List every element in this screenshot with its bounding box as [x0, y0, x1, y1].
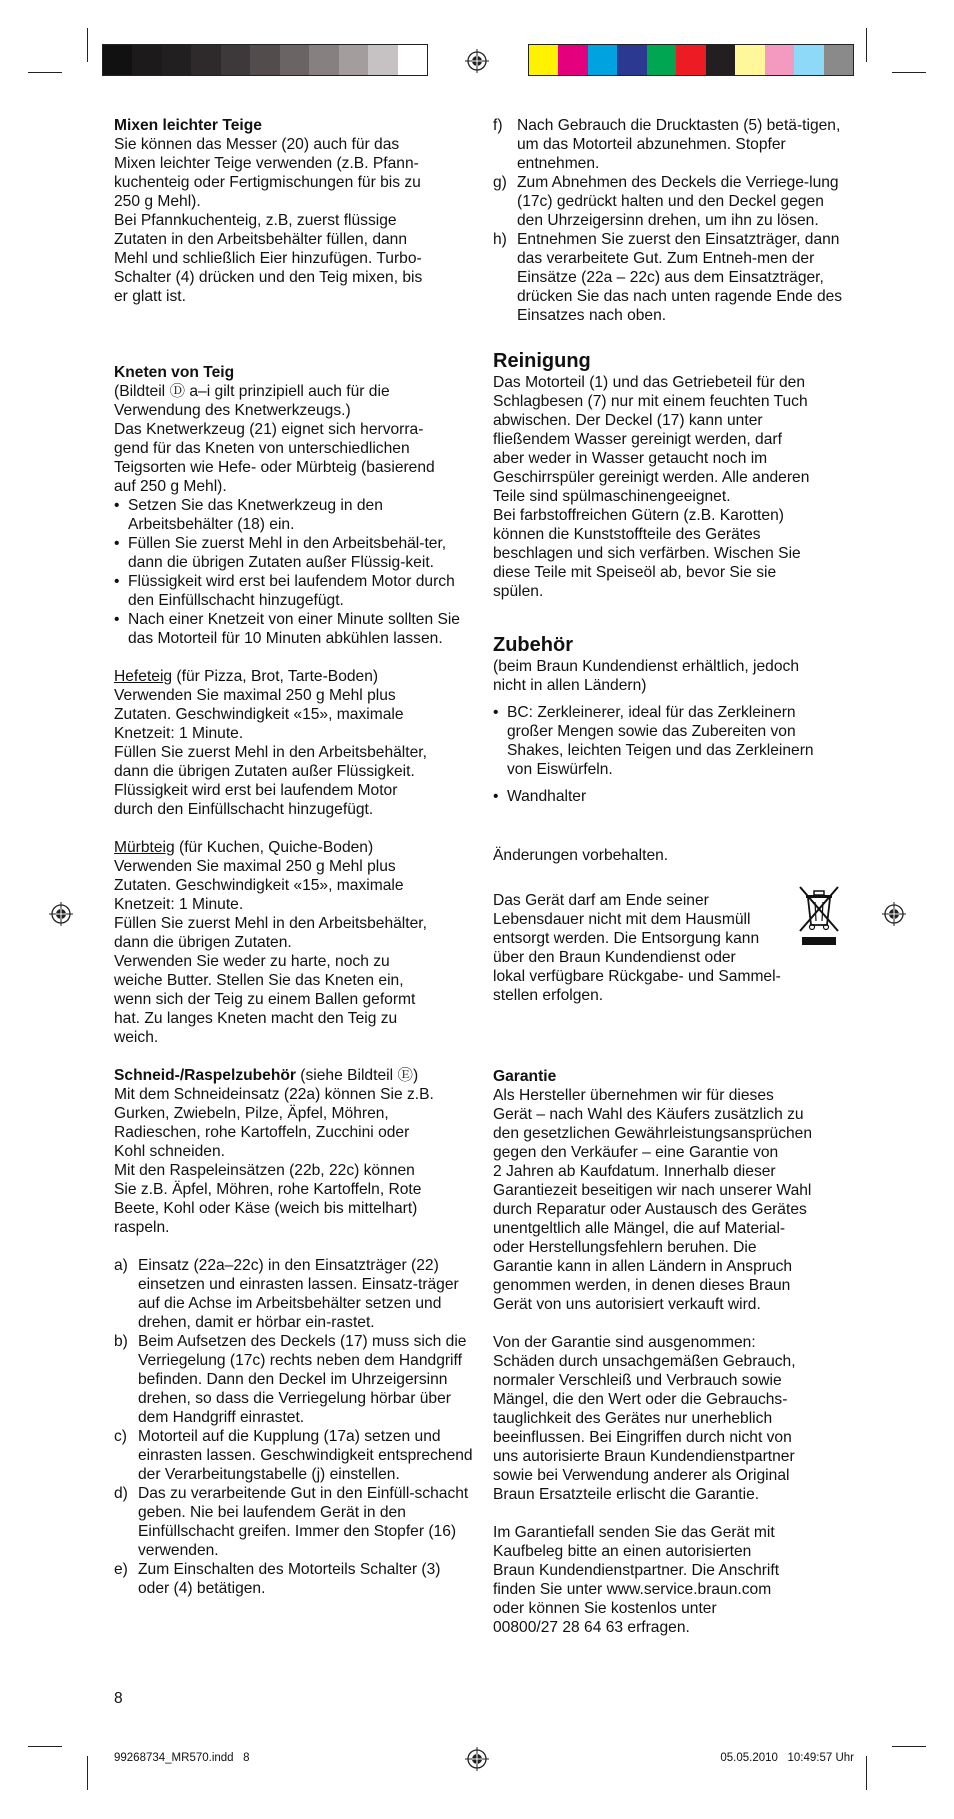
- section-title-zubehoer: Zubehör: [493, 634, 573, 656]
- gray-swatch: [132, 45, 161, 75]
- body-line: weich.: [114, 1029, 159, 1046]
- muerbteig-term: Mürbteig: [114, 839, 175, 856]
- process-swatch: [765, 45, 794, 75]
- step-item: [493, 230, 843, 325]
- list-item: • BC: Zerkleinerer, ideal für das Zerkleinern großer Mengen sowie das Zubereiten von Shakes, leichten Teigen und das Zerkleinern von Eiswürfeln.: [493, 703, 843, 779]
- body-line: sowie bei Verwendung anderer als Original: [493, 1467, 790, 1484]
- body-line: durch Reparatur oder Austausch des Gerätes: [493, 1201, 807, 1218]
- body-line: Mit den Raspeleinsätzen (22b, 22c) können: [114, 1162, 415, 1179]
- hefeteig-rest: (für Pizza, Brot, Tarte-Boden): [172, 668, 379, 685]
- body-line: Das Motorteil (1) und das Getriebeteil für den: [493, 374, 806, 391]
- step-text: Nach Gebrauch die Drucktasten (5) betä-tigen, um das Motorteil abzunehmen. Stopfer entnehmen.: [517, 117, 841, 172]
- body-line: Knetzeit: 1 Minute.: [114, 896, 244, 913]
- body-line: Bei farbstoffreichen Gütern (z.B. Karotten): [493, 507, 784, 524]
- body-line: Schäden durch unsachgemäßen Gebrauch,: [493, 1353, 796, 1370]
- gray-color-bar: [102, 44, 428, 76]
- step-text: Zum Abnehmen des Deckels die Verriege-lung (17c) gedrückt halten und den Deckel gegen den Uhrzeigersinn drehen, um ihn zu lösen.: [517, 174, 839, 229]
- body-line: kuchenteig oder Fertigmischungen für bis zu: [114, 174, 421, 191]
- body-line: weiche Butter. Stellen Sie das Kneten ein,: [114, 972, 404, 989]
- body-line: über den Braun Kundendienst oder: [493, 949, 736, 966]
- section-title-mixen: Mixen leichter Teige: [114, 117, 262, 134]
- zubehoer-bullet-list: [493, 703, 843, 806]
- crop-mark: [87, 28, 88, 62]
- body-line: Zutaten. Geschwindigkeit «15», maximale: [114, 706, 404, 723]
- registration-mark-left: [49, 902, 73, 926]
- body-line: Braun Kundendienstpartner. Die Anschrift: [493, 1562, 780, 1579]
- crossed-bin-icon: [798, 885, 840, 947]
- step-item: [114, 1560, 474, 1598]
- body-line: hat. Zu langes Kneten macht den Teig zu: [114, 1010, 398, 1027]
- body-line: fließendem Wasser gereinigt werden, darf: [493, 431, 782, 448]
- body-line: Radieschen, rohe Kartoffeln, Zucchini oder: [114, 1124, 410, 1141]
- process-swatch: [735, 45, 764, 75]
- body-line: (beim Braun Kundendienst erhältlich, jedoch: [493, 658, 799, 675]
- process-swatch: [588, 45, 617, 75]
- body-line: Mixen leichter Teige verwenden (z.B. Pfann-: [114, 155, 419, 172]
- section-title-kneten: Kneten von Teig: [114, 364, 235, 381]
- schneid-title: Schneid-/Raspelzubehör: [114, 1067, 296, 1084]
- process-swatch: [529, 45, 558, 75]
- body-line: Kohl schneiden.: [114, 1143, 225, 1160]
- body-line: tauglichkeit des Gerätes nur unerheblich: [493, 1410, 773, 1427]
- step-text: Motorteil auf die Kupplung (17a) setzen und einrasten lassen. Geschwindigkeit entsprechend der Verarbeitungstabelle (j) einstellen.: [138, 1428, 473, 1483]
- body-line: Garantiezeit beseitigen wir nach unserer Wahl: [493, 1182, 812, 1199]
- body-line: finden Sie unter www.service.braun.com: [493, 1581, 772, 1598]
- step-label: g): [493, 174, 507, 191]
- body-line: Gurken, Zwiebeln, Pilze, Äpfel, Möhren,: [114, 1105, 389, 1122]
- section-title-garantie: Garantie: [493, 1068, 557, 1085]
- body-line: Mit dem Schneideinsatz (22a) können Sie z.B.: [114, 1086, 434, 1103]
- body-line: 250 g Mehl).: [114, 193, 201, 210]
- gray-swatch: [191, 45, 220, 75]
- step-item: [114, 1427, 474, 1484]
- list-item: • Nach einer Knetzeit von einer Minute sollten Sie das Motorteil für 10 Minuten abkühlen lassen.: [114, 610, 474, 648]
- body-line: Füllen Sie zuerst Mehl in den Arbeitsbehälter,: [114, 744, 427, 761]
- body-line: Gerät von uns autorisiert verkauft wird.: [493, 1296, 761, 1313]
- step-item: [114, 1256, 474, 1332]
- body-line: Kaufbeleg bitte an einen autorisierten: [493, 1543, 752, 1560]
- process-swatch: [647, 45, 676, 75]
- body-line: Sie können das Messer (20) auch für das: [114, 136, 400, 153]
- body-line: Braun Ersatzteile erlischt die Garantie.: [493, 1486, 760, 1503]
- muerbteig-heading: [114, 838, 474, 857]
- process-swatch: [676, 45, 705, 75]
- schneid-title-rest: (siehe Bildteil Ⓔ): [295, 1067, 419, 1084]
- body-line: Teigsorten wie Hefe- oder Mürbteig (basierend: [114, 459, 435, 476]
- body-line: können die Kunststoffteile des Gerätes: [493, 526, 761, 543]
- body-line: Knetzeit: 1 Minute.: [114, 725, 244, 742]
- step-label: b): [114, 1333, 128, 1350]
- body-line: Zutaten. Geschwindigkeit «15», maximale: [114, 877, 404, 894]
- step-label: a): [114, 1257, 128, 1274]
- body-line: genommen werden, in denen dieses Braun: [493, 1277, 791, 1294]
- left-step-list: [114, 1256, 474, 1598]
- body-line: auf 250 g Mehl).: [114, 478, 227, 495]
- registration-mark-bottom: [465, 1747, 489, 1771]
- footer-file-name: 99268734_MR570.indd 8: [114, 1752, 250, 1764]
- body-line: stellen erfolgen.: [493, 987, 604, 1004]
- body-line: Gerät – nach Wahl des Käufers zusätzlich zu: [493, 1106, 804, 1123]
- body-line: durch den Einfüllschacht hinzugefügt.: [114, 801, 374, 818]
- step-label: d): [114, 1485, 128, 1502]
- list-item: • Füllen Sie zuerst Mehl in den Arbeitsbehäl-ter, dann die übrigen Zutaten außer Flüssig-keit.: [114, 534, 474, 572]
- right-step-list: [493, 116, 843, 325]
- gray-swatch: [250, 45, 279, 75]
- body-line: Lebensdauer nicht mit dem Hausmüll: [493, 911, 751, 928]
- body-line: Als Hersteller übernehmen wir für dieses: [493, 1087, 774, 1104]
- process-swatch: [794, 45, 823, 75]
- body-line: 00800/27 28 64 63 erfragen.: [493, 1619, 690, 1636]
- gray-swatch: [339, 45, 368, 75]
- gray-swatch: [368, 45, 397, 75]
- process-swatch: [706, 45, 735, 75]
- body-line: Mängel, die den Wert oder die Gebrauchs-: [493, 1391, 788, 1408]
- crop-mark: [866, 28, 867, 62]
- step-label: f): [493, 117, 503, 134]
- crop-mark: [87, 1756, 88, 1790]
- kneten-bullet-list: [114, 496, 474, 648]
- gray-swatch: [398, 45, 427, 75]
- crop-mark: [892, 72, 926, 73]
- hefeteig-heading: [114, 667, 474, 686]
- crop-mark: [28, 1746, 62, 1747]
- body-line: Schlagbesen (7) nur mit einem feuchten Tuch: [493, 393, 808, 410]
- footer-date: 05.05.2010 10:49:57 Uhr: [720, 1752, 854, 1764]
- gray-swatch: [280, 45, 309, 75]
- body-line: Verwenden Sie maximal 250 g Mehl plus: [114, 858, 396, 875]
- left-column: [114, 116, 474, 1598]
- body-line: Das Knetwerkzeug (21) eignet sich hervorra-: [114, 421, 424, 438]
- body-line: Beete, Kohl oder Käse (weich bis mittelhart): [114, 1200, 418, 1217]
- body-line: raspeln.: [114, 1219, 170, 1236]
- body-line: Verwendung des Knetwerkzeugs.): [114, 402, 351, 419]
- body-line: dann die übrigen Zutaten.: [114, 934, 292, 951]
- body-line: abwischen. Der Deckel (17) kann unter: [493, 412, 763, 429]
- body-line: Verwenden Sie maximal 250 g Mehl plus: [114, 687, 396, 704]
- body-line: Teile sind spülmaschinengeeignet.: [493, 488, 731, 505]
- body-line: er glatt ist.: [114, 288, 186, 305]
- body-line: spülen.: [493, 583, 544, 600]
- body-line: aber weder in Wasser getaucht noch im: [493, 450, 768, 467]
- list-item: • Setzen Sie das Knetwerkzeug in den Arbeitsbehälter (18) ein.: [114, 496, 474, 534]
- page-number: 8: [114, 1690, 123, 1707]
- body-line: (Bildteil Ⓓ a–i gilt prinzipiell auch für die: [114, 383, 390, 400]
- process-swatch: [824, 45, 853, 75]
- body-line: uns autorisierte Braun Kundendienstpartner: [493, 1448, 795, 1465]
- step-item: [114, 1484, 474, 1560]
- schneid-heading: [114, 1066, 474, 1085]
- step-text: Entnehmen Sie zuerst den Einsatzträger, dann das verarbeitete Gut. Zum Entneh-men der Einsätze (22a – 22c) aus dem Einsatzträger, drücken Sie das nach unten ragende Ende des Einsatzes nach oben.: [517, 231, 843, 324]
- body-line: Verwenden Sie weder zu harte, noch zu: [114, 953, 390, 970]
- body-line: Füllen Sie zuerst Mehl in den Arbeitsbehälter,: [114, 915, 427, 932]
- body-line: gegen den Verkäufer – eine Garantie von: [493, 1144, 779, 1161]
- right-column: [493, 116, 843, 1637]
- step-label: c): [114, 1428, 127, 1445]
- step-item: [493, 116, 843, 173]
- gray-swatch: [221, 45, 250, 75]
- body-line: nicht in allen Ländern): [493, 677, 647, 694]
- body-line: Von der Garantie sind ausgenommen:: [493, 1334, 756, 1351]
- body-line: Mehl und schließlich Eier hinzufügen. Turbo-: [114, 250, 422, 267]
- section-title-reinigung: Reinigung: [493, 350, 591, 372]
- step-label: e): [114, 1561, 128, 1578]
- body-line: dann die übrigen Zutaten außer Flüssigkeit.: [114, 763, 415, 780]
- process-color-bar: [528, 44, 854, 76]
- list-item: • Wandhalter: [493, 787, 843, 806]
- step-text: Beim Aufsetzen des Deckels (17) muss sich die Verriegelung (17c) rechts neben dem Handgriff befinden. Dann den Deckel im Uhrzeigersinn drehen, so dass die Verriegelung hörbar über dem Handgriff einrastet.: [138, 1333, 467, 1426]
- gray-swatch: [103, 45, 132, 75]
- body-line: gend für das Kneten von unterschiedlichen: [114, 440, 410, 457]
- body-line: Garantie kann in allen Ländern in Anspruch: [493, 1258, 793, 1275]
- body-line: Schalter (4) drücken und den Teig mixen, bis: [114, 269, 423, 286]
- step-text: Zum Einschalten des Motorteils Schalter (3) oder (4) betätigen.: [138, 1561, 441, 1597]
- crop-mark: [28, 72, 62, 73]
- hefeteig-term: Hefeteig: [114, 668, 173, 685]
- crop-mark: [892, 1746, 926, 1747]
- aenderungen-text: Änderungen vorbehalten.: [493, 847, 669, 864]
- body-line: Bei Pfannkuchenteig, z.B, zuerst flüssige: [114, 212, 397, 229]
- registration-mark-top: [465, 49, 489, 73]
- registration-mark-right: [882, 902, 906, 926]
- body-line: Zutaten in den Arbeitsbehälter füllen, dann: [114, 231, 408, 248]
- body-line: diese Teile mit Speiseöl ab, bevor Sie sie: [493, 564, 777, 581]
- body-line: wenn sich der Teig zu einem Ballen geformt: [114, 991, 416, 1008]
- body-line: Das Gerät darf am Ende seiner: [493, 892, 709, 909]
- crop-mark: [866, 1756, 867, 1790]
- body-line: oder können Sie kostenlos unter: [493, 1600, 717, 1617]
- entsorgung-text: [493, 891, 843, 1005]
- body-line: normaler Verschleiß und Verbrauch sowie: [493, 1372, 782, 1389]
- body-line: Im Garantiefall senden Sie das Gerät mit: [493, 1524, 775, 1541]
- muerbteig-rest: (für Kuchen, Quiche-Boden): [174, 839, 374, 856]
- body-line: beeinflussen. Bei Eingriffen durch nicht von: [493, 1429, 792, 1446]
- body-line: Flüssigkeit wird erst bei laufendem Motor: [114, 782, 398, 799]
- step-label: h): [493, 231, 507, 248]
- step-text: Einsatz (22a–22c) in den Einsatzträger (22) einsetzen und einrasten lassen. Einsatz-träger auf die Achse im Arbeitsbehälter setzen und drehen, damit er hörbar ein-rastet.: [138, 1257, 459, 1331]
- process-swatch: [617, 45, 646, 75]
- step-item: [114, 1332, 474, 1427]
- gray-swatch: [309, 45, 338, 75]
- gray-swatch: [162, 45, 191, 75]
- body-line: beschlagen und sich verfärben. Wischen Sie: [493, 545, 801, 562]
- body-line: unentgeltlich alle Mängel, die auf Material-: [493, 1220, 786, 1237]
- step-item: [493, 173, 843, 230]
- body-line: 2 Jahren ab Kaufdatum. Innerhalb dieser: [493, 1163, 776, 1180]
- body-line: Geschirrspüler gereinigt werden. Alle anderen: [493, 469, 810, 486]
- body-line: lokal verfügbare Rückgabe- und Sammel-: [493, 968, 781, 985]
- list-item: • Flüssigkeit wird erst bei laufendem Motor durch den Einfüllschacht hinzugefügt.: [114, 572, 474, 610]
- body-line: den gesetzlichen Gewährleistungsansprüchen: [493, 1125, 813, 1142]
- step-text: Das zu verarbeitende Gut in den Einfüll-schacht geben. Nie bei laufendem Gerät in den Einfüllschacht greifen. Immer den Stopfer (16) verwenden.: [138, 1485, 469, 1559]
- body-line: Sie z.B. Äpfel, Möhren, rohe Kartoffeln, Rote: [114, 1181, 422, 1198]
- process-swatch: [558, 45, 587, 75]
- body-line: entsorgt werden. Die Entsorgung kann: [493, 930, 760, 947]
- body-line: oder Herstellungsfehlern beruhen. Die: [493, 1239, 757, 1256]
